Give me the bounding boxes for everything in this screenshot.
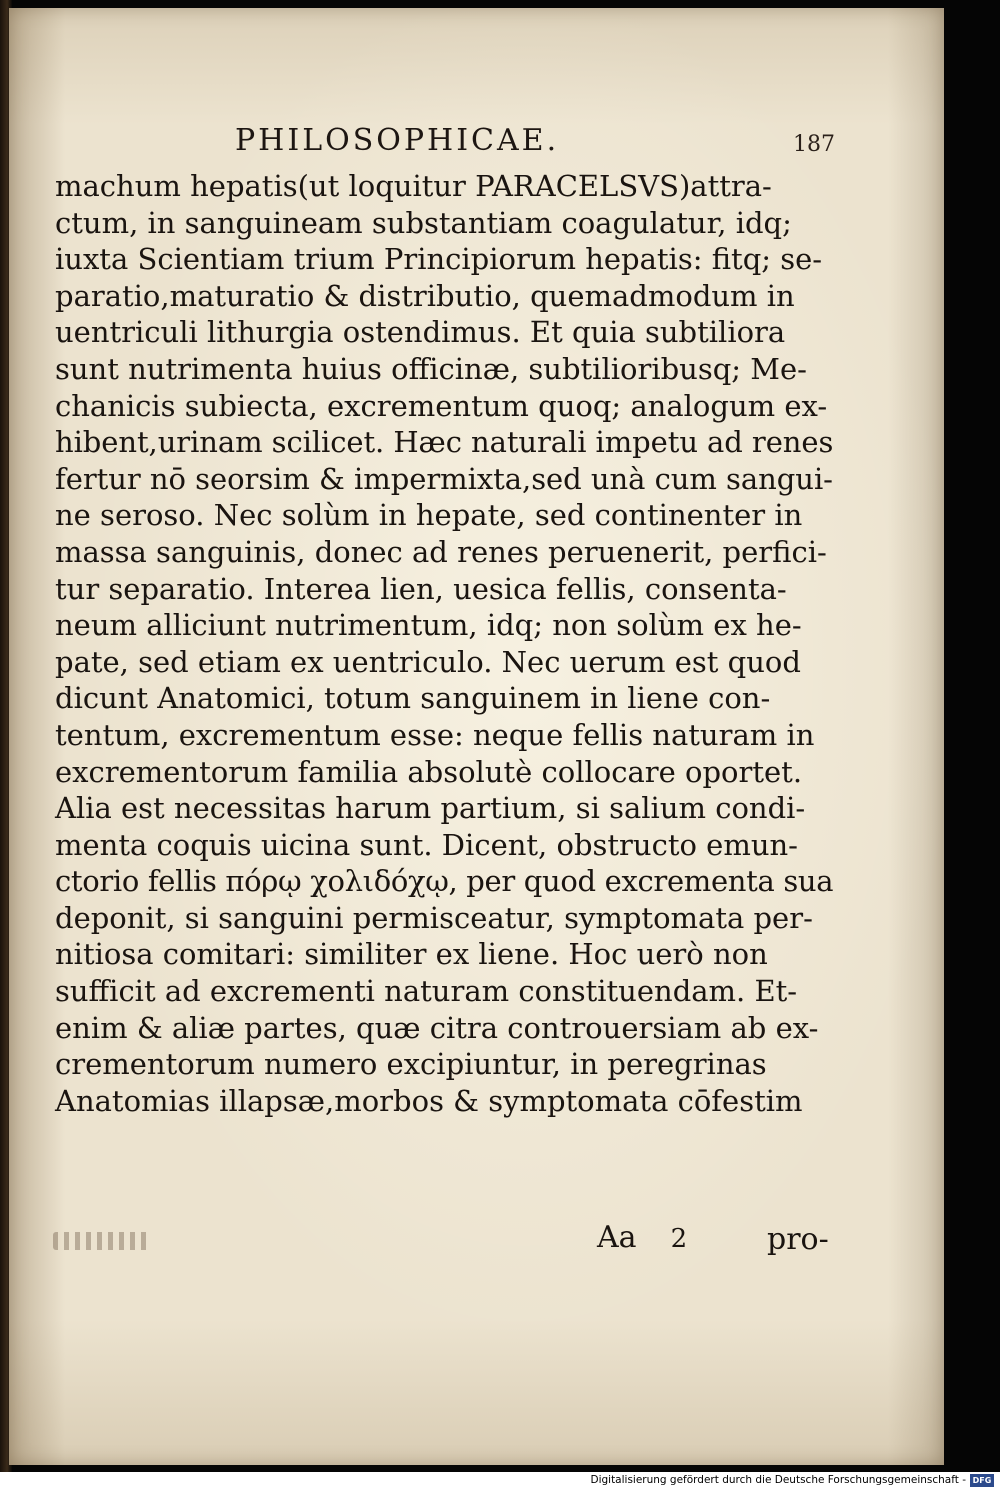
running-head: PHILOSOPHICAE.	[235, 123, 560, 158]
text-line: nitiosa comitari: similiter ex liene. Hoc uerò non	[55, 937, 768, 972]
body-text	[55, 168, 833, 1119]
text-line: tentum, excrementum esse: neque fellis naturam in	[55, 717, 815, 752]
text-line: neum alliciunt nutrimentum, idq; non solùm ex he-	[55, 608, 802, 643]
text-line: chanicis subiecta, excrementum quoq; analogum ex-	[55, 388, 828, 423]
text-line: fertur nō seorsim & impermixta,sed unà cum sangui-	[55, 461, 833, 496]
text-line: sunt nutrimenta huius officinæ, subtilioribusq; Me-	[55, 351, 807, 386]
text-line: pate, sed etiam ex uentriculo. Nec uerum est quod	[55, 644, 801, 679]
text-line: Anatomias illapsæ,morbos & symptomata cōfestim	[55, 1083, 803, 1118]
text-line: iuxta Scientiam trium Principiorum hepatis: fitq; se-	[55, 242, 823, 277]
text-line: ctorio fellis πόρῳ χολιδόχῳ, per quod excrementa sua	[55, 864, 834, 899]
text-line: tur separatio. Interea lien, uesica fellis, consenta-	[55, 571, 787, 606]
book-page	[9, 8, 944, 1465]
text-line: sufficit ad excrementi naturam constituendam. Et-	[55, 974, 798, 1009]
text-line: paratio,maturatio & distributio, quemadmodum in	[55, 278, 795, 313]
text-line: ctum, in sanguineam substantiam coagulatur, idq;	[55, 205, 792, 240]
page-number: 187	[793, 132, 835, 157]
dfg-logo: DFG	[970, 1474, 994, 1487]
text-line: dicunt Anatomici, totum sanguinem in liene con-	[55, 681, 771, 716]
text-line: excrementorum familia absolutè collocare oportet.	[55, 754, 803, 789]
text-line: menta coquis uicina sunt. Dicent, obstructo emun-	[55, 827, 798, 862]
signature-mark	[597, 1220, 687, 1255]
text-line: ne seroso. Nec solùm in hepate, sed continenter in	[55, 498, 803, 533]
signature-letters: Aa	[597, 1220, 637, 1255]
text-line: massa sanguinis, donec ad renes peruenerit, perfici-	[55, 534, 827, 569]
text-line: uentriculi lithurgia ostendimus. Et quia subtiliora	[55, 315, 786, 350]
ink-bleed-mark	[53, 1232, 149, 1250]
text-line: hibent,urinam scilicet. Hæc naturali impetu ad renes	[55, 425, 834, 460]
text-line: Alia est necessitas harum partium, si salium condi-	[55, 791, 806, 826]
catchword: pro-	[767, 1222, 829, 1257]
signature-number: 2	[670, 1224, 688, 1254]
text-line: machum hepatis(ut loquitur PARACELSVS)attra-	[55, 169, 772, 203]
funding-credit: Digitalisierung gefördert durch die Deutsche Forschungsgemeinschaft -	[590, 1474, 966, 1486]
text-line: deponit, si sanguini permisceatur, symptomata per-	[55, 900, 813, 935]
text-line: enim & aliæ partes, quæ citra controuersiam ab ex-	[55, 1010, 819, 1045]
text-line: crementorum numero excipiuntur, in peregrinas	[55, 1047, 767, 1082]
